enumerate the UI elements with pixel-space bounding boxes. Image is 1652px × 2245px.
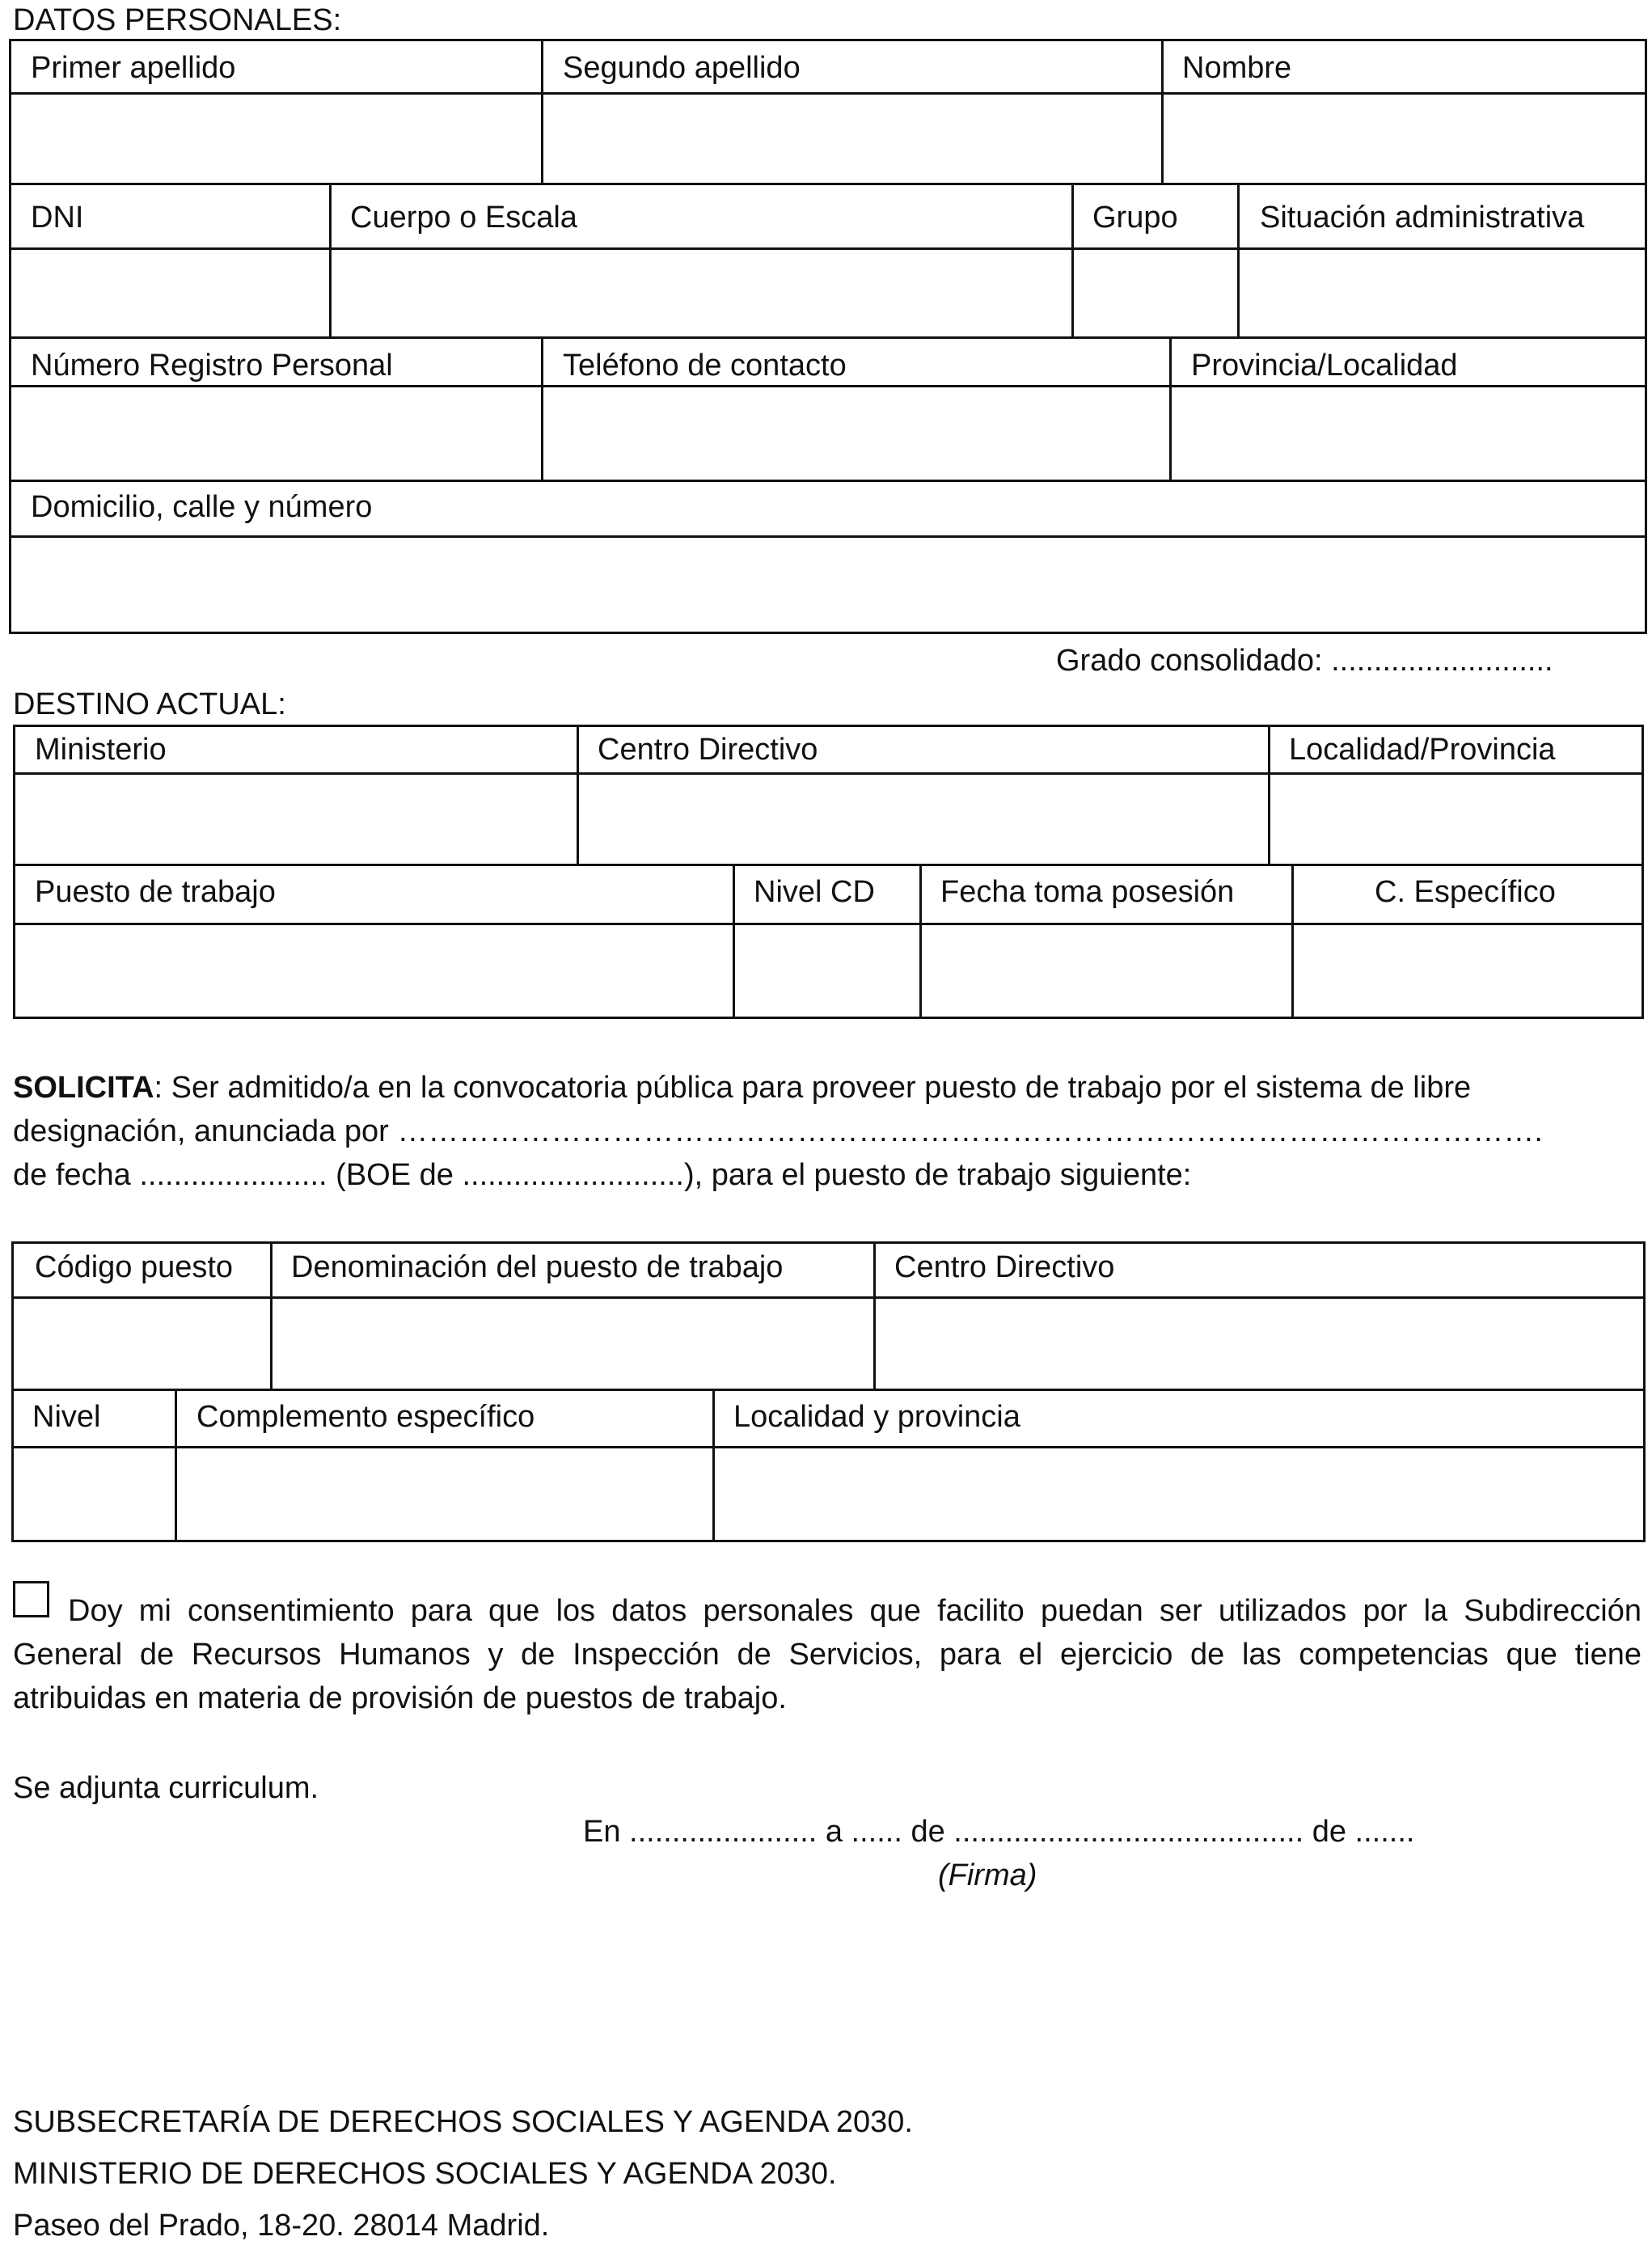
label-complemento-especifico: Complemento específico (196, 1400, 535, 1434)
section-heading-destino-actual: DESTINO ACTUAL: (13, 687, 286, 721)
label-telefono-contacto: Teléfono de contacto (563, 349, 847, 383)
segundo-apellido-field[interactable] (543, 95, 1161, 183)
localidad-provincia-actual-field[interactable] (1270, 775, 1641, 864)
complemento-especifico-field[interactable] (177, 1448, 712, 1540)
divider (13, 864, 1644, 866)
section-heading-datos-personales: DATOS PERSONALES: (13, 3, 342, 37)
nivel-field[interactable] (14, 1448, 175, 1540)
label-nombre: Nombre (1182, 51, 1292, 85)
label-fecha-toma-posesion: Fecha toma posesión (940, 875, 1235, 909)
label-situacion-administrativa: Situación administrativa (1260, 201, 1585, 235)
telefono-contacto-field[interactable] (543, 387, 1169, 480)
numero-registro-personal-field[interactable] (11, 387, 541, 480)
divider (9, 480, 1647, 482)
footer-line-2: MINISTERIO DE DERECHOS SOCIALES Y AGENDA 2030. (13, 2157, 837, 2191)
label-nivel-cd: Nivel CD (754, 875, 875, 909)
centro-directivo-puesto-field[interactable] (876, 1299, 1643, 1389)
signature-label: (Firma) (938, 1858, 1037, 1892)
divider (11, 1389, 1646, 1391)
date-place-line: En ...................... a ...... de ......................................... de ....... (583, 1815, 1415, 1849)
solicita-line-1 (13, 1072, 1641, 1103)
solicita-label: SOLICITA (13, 1071, 154, 1105)
label-centro-directivo-puesto: Centro Directivo (894, 1250, 1115, 1284)
divider (9, 336, 1647, 339)
label-centro-directivo: Centro Directivo (598, 733, 818, 767)
label-localidad-provincia: Localidad/Provincia (1289, 733, 1556, 767)
label-localidad-y-provincia: Localidad y provincia (733, 1400, 1020, 1434)
puesto-trabajo-field[interactable] (15, 925, 733, 1017)
solicita-line-2: designación, anunciada por …………………………………………………………………………………………………. (13, 1114, 1543, 1148)
consent-line-1: Doy mi consentimiento para que los datos personales que facilito puedan ser utilizados por la Subdirección (68, 1594, 1641, 1628)
label-dni: DNI (31, 201, 84, 235)
primer-apellido-field[interactable] (11, 95, 541, 183)
label-numero-registro-personal: Número Registro Personal (31, 349, 393, 383)
label-codigo-puesto: Código puesto (35, 1250, 234, 1284)
nivel-cd-field[interactable] (735, 925, 919, 1017)
label-segundo-apellido: Segundo apellido (563, 51, 801, 85)
consent-line-3: atribuidas en materia de provisión de puestos de trabajo. (13, 1681, 787, 1715)
label-nivel: Nivel (32, 1400, 101, 1434)
label-c-especifico: C. Específico (1375, 875, 1556, 909)
label-puesto-trabajo: Puesto de trabajo (35, 875, 276, 909)
provincia-localidad-field[interactable] (1172, 387, 1645, 480)
c-especifico-field[interactable] (1294, 925, 1641, 1017)
label-cuerpo-escala: Cuerpo o Escala (350, 201, 577, 235)
domicilio-field[interactable] (11, 538, 1645, 632)
grado-consolidado: Grado consolidado: .......................... (1056, 644, 1553, 678)
label-denominacion-puesto: Denominación del puesto de trabajo (291, 1250, 784, 1284)
label-ministerio: Ministerio (35, 733, 167, 767)
curriculum-note: Se adjunta curriculum. (13, 1771, 319, 1805)
codigo-puesto-field[interactable] (14, 1299, 270, 1389)
centro-directivo-actual-field[interactable] (579, 775, 1268, 864)
label-primer-apellido: Primer apellido (31, 51, 236, 85)
denominacion-puesto-field[interactable] (273, 1299, 873, 1389)
solicita-line-3: de fecha ...................... (BOE de ..........................), para el puesto de trabajo siguiente: (13, 1158, 1192, 1192)
footer-line-1: SUBSECRETARÍA DE DERECHOS SOCIALES Y AGENDA 2030. (13, 2105, 913, 2139)
consent-line-2: General de Recursos Humanos y de Inspección de Servicios, para el ejercicio de las competencias que tiene (13, 1638, 1641, 1672)
divider (9, 183, 1647, 185)
situacion-administrativa-field[interactable] (1240, 250, 1645, 336)
solicita-text-1: : Ser admitido/a en la convocatoria pública para proveer puesto de trabajo por el sistema de libre (154, 1071, 1472, 1105)
localidad-y-provincia-field[interactable] (715, 1448, 1643, 1540)
label-domicilio: Domicilio, calle y número (31, 490, 373, 524)
nombre-field[interactable] (1164, 95, 1645, 183)
ministerio-field[interactable] (15, 775, 577, 864)
dni-field[interactable] (11, 250, 329, 336)
signature-area[interactable] (728, 1896, 1294, 2034)
grupo-field[interactable] (1074, 250, 1237, 336)
label-grupo: Grupo (1092, 201, 1178, 235)
fecha-toma-posesion-field[interactable] (922, 925, 1291, 1017)
footer-line-3: Paseo del Prado, 18-20. 28014 Madrid. (13, 2209, 550, 2243)
cuerpo-escala-field[interactable] (332, 250, 1071, 336)
label-provincia-localidad: Provincia/Localidad (1191, 349, 1458, 383)
